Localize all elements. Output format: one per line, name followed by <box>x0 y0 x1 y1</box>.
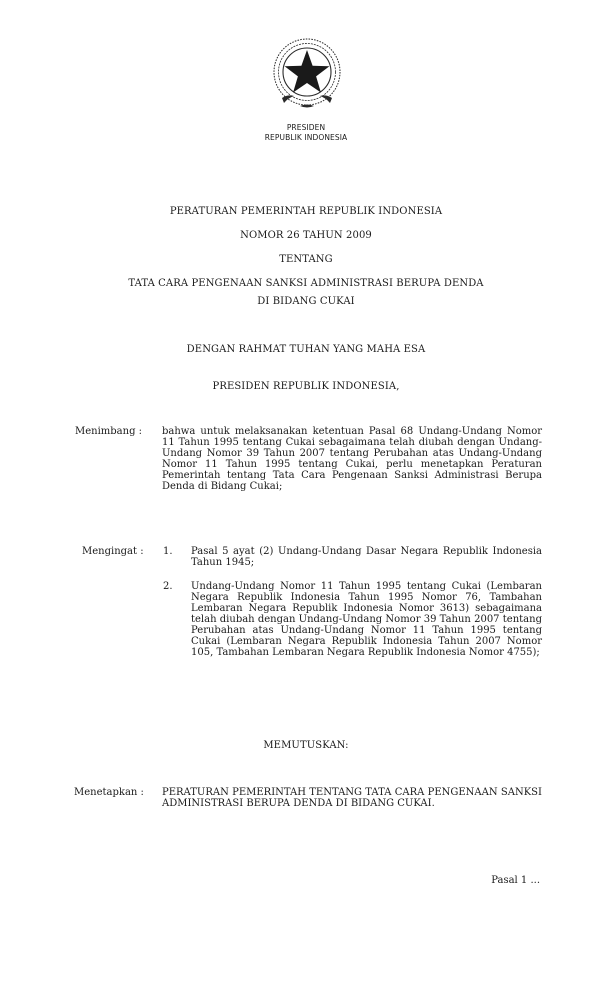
issuer: PRESIDEN REPUBLIK INDONESIA, <box>212 381 400 392</box>
mengingat-item-text: Undang-Undang Nomor 11 Tahun 1995 tentang Cukai (Lembaran Negara Republik Indonesia Tahun 1995 Nomor 76, Tambahan Lembaran Negara Republik Indonesia Nomor 3613) sebagaimana telah diubah dengan Undang-Undang Nomor 39 Tahun 2007 tentang Perubahan atas Undang-Undang Nomor 11 Tahun 1995 tentang Cukai (Lembaran Negara Republik Indonesia Tahun 2007 Nomor 105, Tambahan Lembaran Negara Republik Indonesia Nomor 4755); <box>191 581 542 658</box>
menimbang-label: Menimbang : <box>75 426 143 437</box>
mengingat-item-number: 1. <box>163 546 173 557</box>
mengingat-item-number: 2. <box>163 581 173 592</box>
invocation: DENGAN RAHMAT TUHAN YANG MAHA ESA <box>186 344 426 355</box>
regulation-tentang: TENTANG <box>279 254 333 265</box>
emblem-caption-republik: REPUBLIK INDONESIA <box>264 133 348 142</box>
mengingat-label: Mengingat : <box>82 546 144 557</box>
regulation-subject-continued: DI BIDANG CUKAI <box>257 296 355 307</box>
memutuskan-heading: MEMUTUSKAN: <box>263 740 349 751</box>
regulation-subject: TATA CARA PENGENAAN SANKSI ADMINISTRASI BERUPA DENDA <box>128 278 484 289</box>
menetapkan-label: Menetapkan : <box>74 787 144 798</box>
emblem-caption-presiden: PRESIDEN <box>286 123 326 132</box>
menetapkan-text: PERATURAN PEMERINTAH TENTANG TATA CARA PENGENAAN SANKSI ADMINISTRASI BERUPA DENDA DI BIDANG CUKAI. <box>162 787 542 809</box>
menimbang-text: bahwa untuk melaksanakan ketentuan Pasal 68 Undang-Undang Nomor 11 Tahun 1995 tentang Cukai sebagaimana telah diubah dengan Undang-Undang Nomor 39 Tahun 2007 tentang Perubahan atas Undang-Undang Nomor 11 Tahun 1995 tentang Cukai, perlu menetapkan Peraturan Pemerintah tentang Tata Cara Pengenaan Sanksi Administrasi Berupa Denda di Bidang Cukai; <box>162 426 542 492</box>
mengingat-item-text: Pasal 5 ayat (2) Undang-Undang Dasar Negara Republik Indonesia Tahun 1945; <box>191 546 542 568</box>
regulation-title: PERATURAN PEMERINTAH REPUBLIK INDONESIA <box>169 206 443 217</box>
continuation-note: Pasal 1 ... <box>491 875 540 886</box>
regulation-number: NOMOR 26 TAHUN 2009 <box>240 230 372 241</box>
garuda-star-emblem-icon <box>262 36 352 120</box>
